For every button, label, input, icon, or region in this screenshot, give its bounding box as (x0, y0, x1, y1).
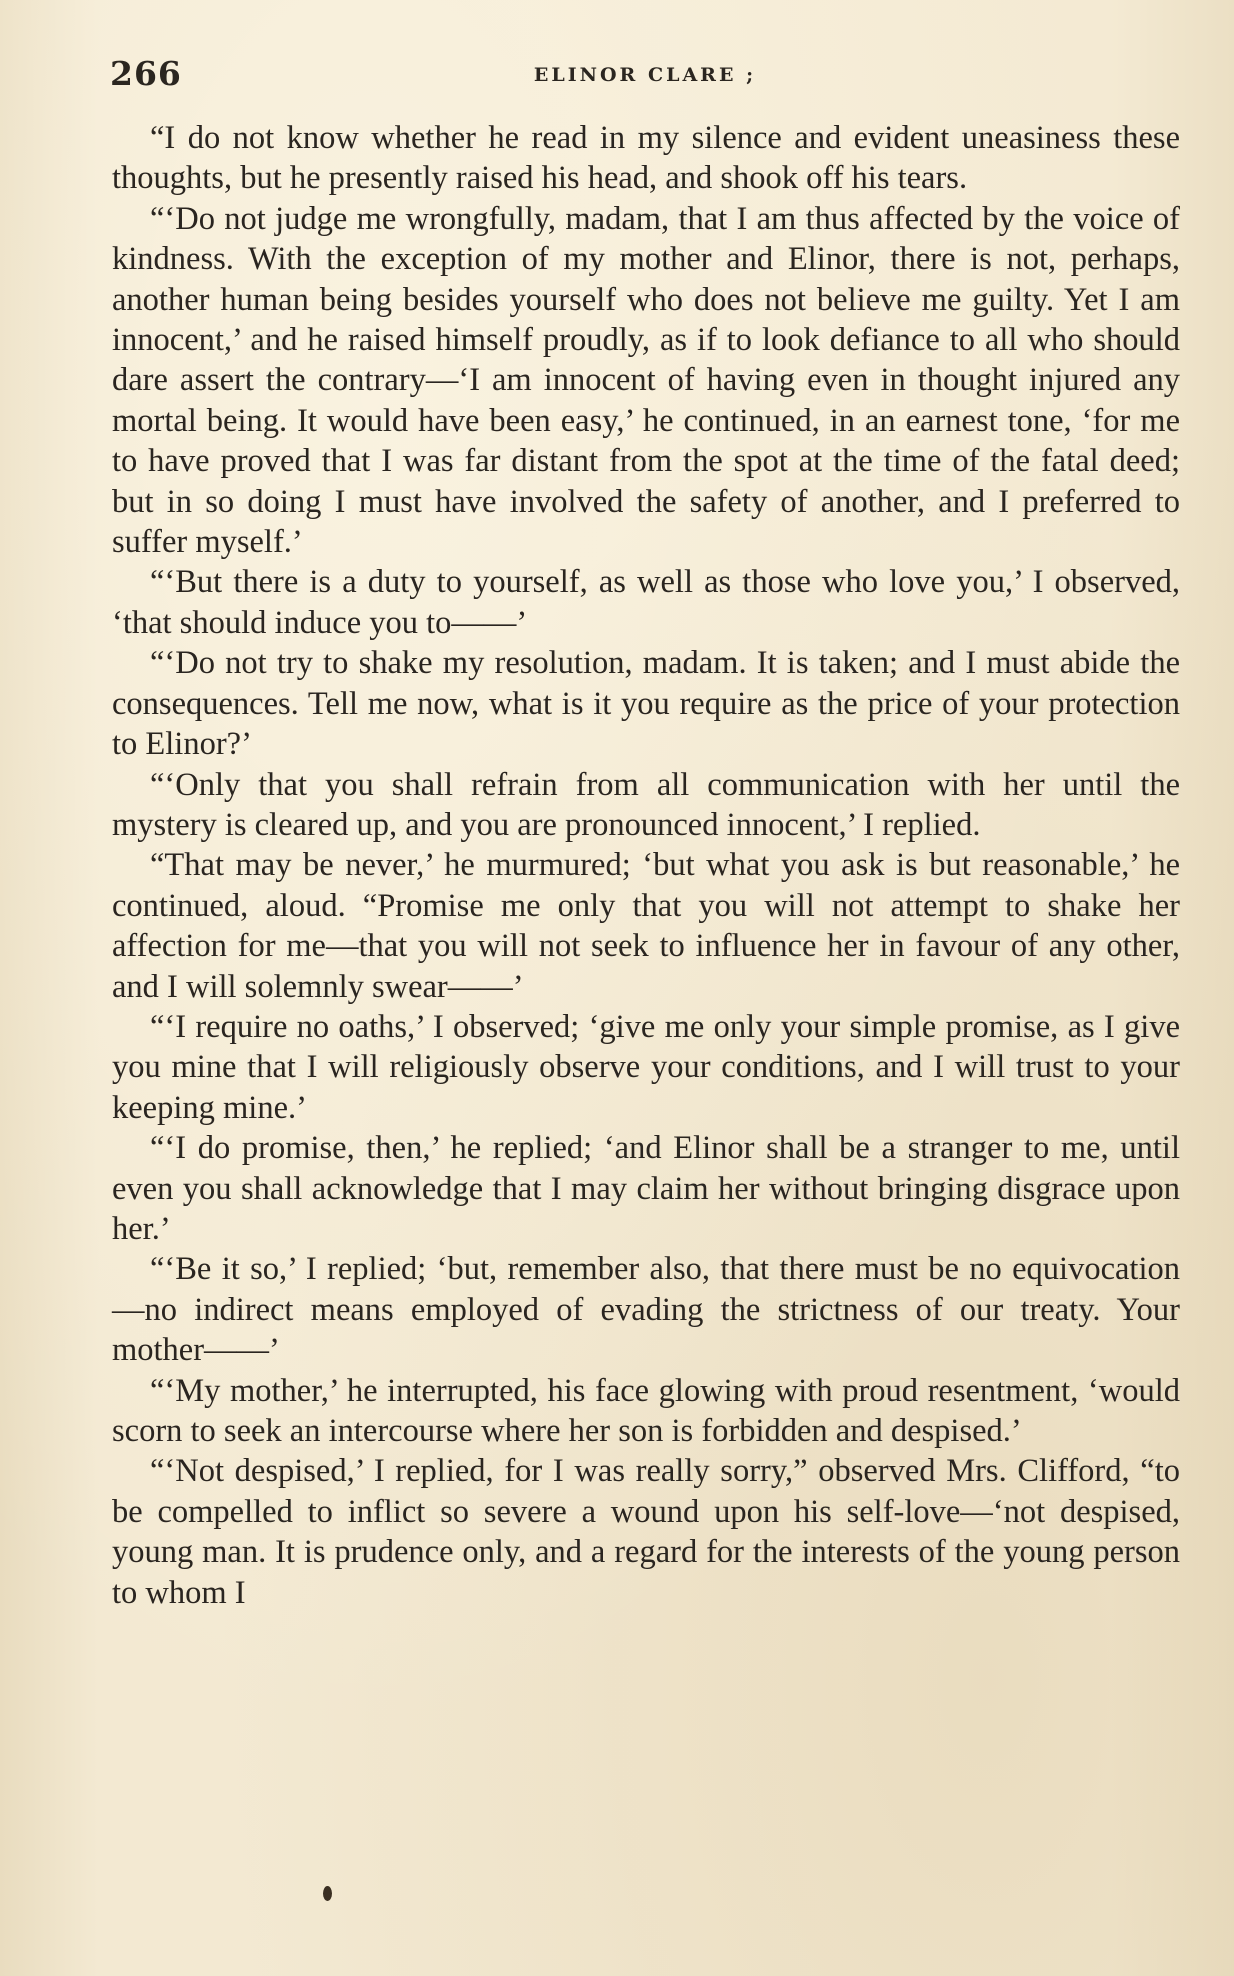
paragraph: “‘Do not judge me wrongfully, madam, that I am thus affected by the voice of kindness. With the exception of my mother and Elinor, there is not, perhaps, another human being besides yourself who does not believe me guilty. Yet I am innocent,’ and he raised himself proudly, as if to look defiance to all who should dare assert the contrary—‘I am innocent of having even in thought injured any mortal being. It would have been easy,’ he continued, in an earnest tone, ‘for me to have proved that I was far distant from the spot at the time of the fatal deed; but in so doing I must have involved the safety of another, and I preferred to suffer myself.’ (112, 200, 1180, 561)
paragraph: “That may be never,’ he murmured; ‘but what you ask is but reasonable,’ he continued, aloud. “Promise me only that you will not attempt to shake her affection for me—that you will not seek to influence her in favour of any other, and I will solemnly swear——’ (112, 847, 1180, 1005)
body-text (112, 118, 1180, 1613)
paragraph: “‘Only that you shall refrain from all communication with her until the mystery is cleared up, and you are pronounced innocent,’ I replied. (112, 766, 1180, 843)
paragraph: “‘I require no oaths,’ I observed; ‘give me only your simple promise, as I give you mine that I will religiously observe your conditions, and I will trust to your keeping mine.’ (112, 1008, 1180, 1126)
page-number: 266 (110, 54, 182, 93)
printer-mark-dot (323, 1886, 332, 1901)
paragraph: “‘Not despised,’ I replied, for I was really sorry,” observed Mrs. Clifford, “to be compelled to inflict so severe a wound upon his self-love—‘not despised, young man. It is prudence only, and a regard for the interests of the young person to whom I (112, 1453, 1180, 1611)
paragraph: “‘I do promise, then,’ he replied; ‘and Elinor shall be a stranger to me, until even you shall acknowledge that I may claim her without bringing disgrace upon her.’ (112, 1130, 1180, 1247)
paragraph: “‘My mother,’ he interrupted, his face glowing with proud resentment, ‘would scorn to seek an intercourse where her son is forbidden and despised.’ (112, 1372, 1180, 1449)
running-head: ELINOR CLARE ; (533, 64, 757, 86)
paragraph: “‘Do not try to shake my resolution, madam. It is taken; and I must abide the consequences. Tell me now, what is it you require as the price of your protection to Elinor?’ (112, 645, 1180, 763)
paragraph: “‘Be it so,’ I replied; ‘but, remember also, that there must be no equivocation—no indirect means employed of evading the strictness of our treaty. Your mother——’ (112, 1251, 1180, 1369)
paragraph: “‘But there is a duty to yourself, as well as those who love you,’ I observed, ‘that should induce you to——’ (112, 564, 1180, 641)
paragraph: “I do not know whether he read in my silence and evident uneasiness these thoughts, but he presently raised his head, and shook off his tears. (112, 120, 1180, 197)
page-header (110, 54, 1180, 110)
